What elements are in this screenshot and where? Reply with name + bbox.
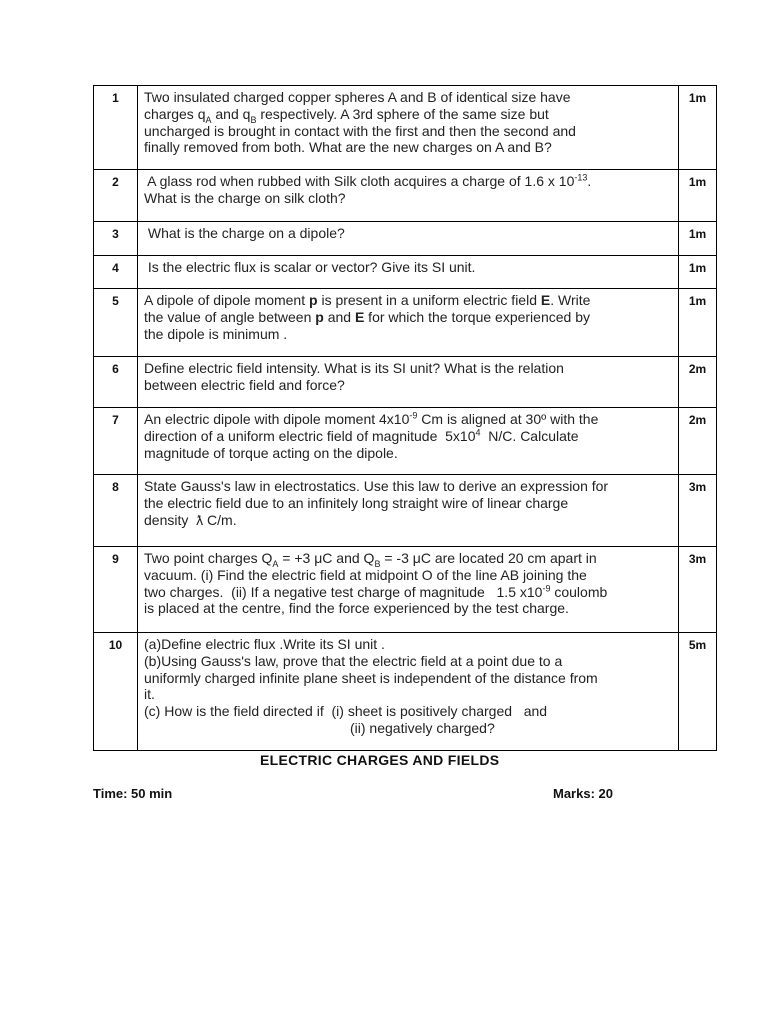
- question-line: [144, 89, 672, 106]
- question-line: [144, 190, 672, 207]
- question-marks: 1m: [679, 256, 717, 289]
- question-marks: 3m: [679, 547, 717, 633]
- question-marks: 2m: [679, 408, 717, 475]
- question-number: 9: [94, 547, 138, 633]
- question-row: [94, 633, 717, 751]
- bold-symbol: p: [315, 308, 324, 325]
- question-line: [144, 445, 672, 462]
- question-line: [144, 670, 672, 687]
- question-line: [144, 567, 672, 584]
- question-line: [144, 686, 672, 703]
- text-run: A glass rod when rubbed with Silk cloth acquires a charge of 1.6 x 10: [144, 173, 575, 189]
- question-line: [144, 653, 672, 670]
- question-line: [144, 600, 672, 617]
- question-line: [144, 360, 672, 377]
- question-line: [144, 495, 672, 512]
- question-line: [144, 326, 672, 343]
- text-run: for which the torque experienced by: [364, 308, 590, 325]
- bold-symbol: E: [540, 292, 551, 308]
- question-number: 2: [94, 170, 138, 222]
- time-label: Time: 50 min: [93, 786, 173, 801]
- question-number: 4: [94, 256, 138, 289]
- question-text: [138, 633, 679, 751]
- text-run: respectively. A 3rd sphere of the same size but: [256, 105, 549, 122]
- question-number: 6: [94, 357, 138, 408]
- question-number: 5: [94, 289, 138, 357]
- text-run: direction of a uniform electric field of magnitude 5x10: [144, 427, 476, 444]
- superscript: -9: [542, 582, 551, 593]
- total-marks-label: Marks: 20: [553, 786, 613, 801]
- text-run: (c) How is the field directed if (i) sheet is positively charged and: [144, 703, 548, 720]
- subscript: A: [205, 114, 212, 125]
- text-run: What is the charge on silk cloth?: [144, 189, 346, 206]
- text-run: finally removed from both. What are the new charges on A and B?: [144, 139, 552, 156]
- text-run: magnitude of torque acting on the dipole.: [144, 444, 398, 461]
- question-line: [144, 259, 672, 276]
- question-line: [144, 292, 672, 309]
- text-run: . Write: [550, 292, 591, 308]
- text-run: = -3 μC are located 20 cm apart in: [380, 550, 597, 566]
- text-run: State Gauss's law in electrostatics. Use this law to derive an expression for: [144, 478, 609, 494]
- question-number: 1: [94, 86, 138, 170]
- text-run: An electric dipole with dipole moment 4x10: [144, 411, 410, 427]
- text-run: vacuum. (i) Find the electric field at midpoint O of the line AB joining the: [144, 566, 587, 583]
- question-marks: 1m: [679, 222, 717, 256]
- text-run: Is the electric flux is scalar or vector? Give its SI unit.: [144, 259, 476, 275]
- superscript: -13: [574, 172, 588, 183]
- question-line: [144, 584, 672, 601]
- subscript: B: [374, 558, 381, 569]
- question-text: [138, 475, 679, 547]
- question-text: [138, 289, 679, 357]
- text-run: (b)Using Gauss's law, prove that the electric field at a point due to a: [144, 652, 563, 669]
- question-line: [144, 123, 672, 140]
- question-line: [144, 512, 672, 529]
- question-marks: 2m: [679, 357, 717, 408]
- question-text: [138, 222, 679, 256]
- question-number: 3: [94, 222, 138, 256]
- question-row: [94, 357, 717, 408]
- text-run: uniformly charged infinite plane sheet is independent of the distance from: [144, 669, 598, 686]
- question-text: [138, 170, 679, 222]
- question-marks: 5m: [679, 633, 717, 751]
- question-text: [138, 547, 679, 633]
- question-text: [138, 408, 679, 475]
- question-line: [144, 720, 672, 737]
- text-run: and: [323, 308, 355, 325]
- text-run: N/C. Calculate: [480, 427, 579, 444]
- question-marks: 1m: [679, 86, 717, 170]
- indented-text: (ii) negatively charged?: [350, 719, 495, 736]
- text-run: uncharged is brought in contact with the first and then the second and: [144, 122, 576, 139]
- subscript: B: [250, 114, 257, 125]
- question-row: [94, 86, 717, 170]
- text-run: density ƛ C/m.: [144, 511, 237, 528]
- question-line: [144, 106, 672, 123]
- question-line: [144, 703, 672, 720]
- question-marks: 1m: [679, 170, 717, 222]
- text-run: between electric field and force?: [144, 376, 345, 393]
- text-run: the electric field due to an infinitely long straight wire of linear charge: [144, 494, 569, 511]
- question-row: [94, 475, 717, 547]
- question-number: 7: [94, 408, 138, 475]
- question-row: [94, 256, 717, 289]
- question-line: [144, 478, 672, 495]
- question-text: [138, 256, 679, 289]
- text-run: is placed at the centre, find the force experienced by the test charge.: [144, 600, 569, 617]
- worksheet-title: ELECTRIC CHARGES AND FIELDS: [260, 752, 500, 768]
- question-row: [94, 170, 717, 222]
- text-run: What is the charge on a dipole?: [144, 225, 345, 241]
- text-run: charges q: [144, 105, 206, 122]
- text-run: .: [587, 173, 592, 189]
- question-number: 8: [94, 475, 138, 547]
- question-marks: 1m: [679, 289, 717, 357]
- text-run: the dipole is minimum .: [144, 325, 288, 342]
- question-number: 10: [94, 633, 138, 751]
- superscript: 4: [475, 427, 481, 438]
- question-row: [94, 289, 717, 357]
- text-run: and q: [211, 105, 251, 122]
- subscript: A: [272, 558, 279, 569]
- superscript: -9: [409, 410, 418, 421]
- question-line: [144, 173, 672, 190]
- question-line: [144, 550, 672, 567]
- text-run: = +3 μC and Q: [278, 550, 375, 566]
- text-run: coulomb: [550, 583, 608, 600]
- text-run: Two point charges Q: [144, 550, 273, 566]
- question-line: [144, 225, 672, 242]
- text-run: Cm is aligned at 30º with the: [417, 411, 599, 427]
- question-text: [138, 86, 679, 170]
- text-run: Define electric field intensity. What is its SI unit? What is the relation: [144, 360, 564, 376]
- text-run: A dipole of dipole moment: [144, 292, 309, 308]
- question-line: [144, 139, 672, 156]
- text-run: (a)Define electric flux .Write its SI unit .: [144, 636, 385, 652]
- bold-symbol: E: [354, 308, 365, 325]
- question-marks: 3m: [679, 475, 717, 547]
- question-line: [144, 428, 672, 445]
- question-row: [94, 222, 717, 256]
- question-line: [144, 411, 672, 428]
- text-run: it.: [144, 686, 155, 703]
- text-run: Two insulated charged copper spheres A and B of identical size have: [144, 89, 571, 105]
- question-line: [144, 309, 672, 326]
- question-row: [94, 408, 717, 475]
- question-line: [144, 636, 672, 653]
- text-run: two charges. (ii) If a negative test charge of magnitude 1.5 x10: [144, 583, 543, 600]
- text-run: the value of angle between: [144, 308, 316, 325]
- question-line: [144, 377, 672, 394]
- text-run: is present in a uniform electric field: [317, 292, 541, 308]
- question-table: [93, 85, 717, 751]
- question-text: [138, 357, 679, 408]
- bold-symbol: p: [309, 292, 318, 308]
- question-row: [94, 547, 717, 633]
